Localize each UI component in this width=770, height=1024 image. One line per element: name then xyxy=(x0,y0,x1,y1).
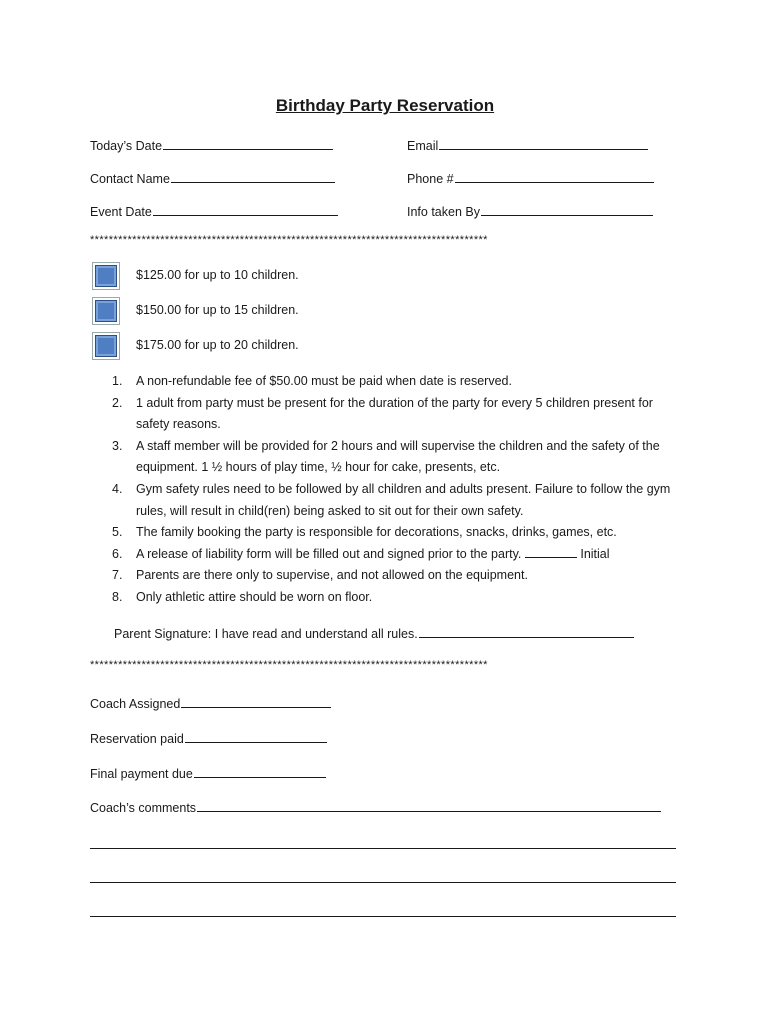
final-payment-due-line[interactable] xyxy=(194,765,326,778)
rule-number: 6. xyxy=(112,546,123,561)
contact-name-field[interactable] xyxy=(90,170,335,186)
parent-signature-line[interactable] xyxy=(419,625,634,638)
rule-item xyxy=(112,393,682,436)
final-payment-due-field[interactable] xyxy=(90,765,326,781)
initial-label: Initial xyxy=(580,546,610,561)
rule-item xyxy=(112,522,682,544)
rule-text: Gym safety rules need to be followed by all children and adults present. Failure to follow the gym rules, will result in child(ren) being asked to sit out for their own safety. xyxy=(136,481,671,518)
rule-number: 7. xyxy=(112,568,123,583)
todays-date-field[interactable] xyxy=(90,137,333,153)
final-payment-due-label: Final payment due xyxy=(90,767,193,781)
rule-item xyxy=(112,371,682,393)
info-taken-by-line[interactable] xyxy=(481,203,653,216)
rule-item xyxy=(112,565,682,587)
rule-item xyxy=(112,479,682,522)
rule-text: Parents are there only to supervise, and not allowed on the equipment. xyxy=(136,568,528,583)
initial-blank[interactable] xyxy=(525,545,577,558)
rule-text: A release of liability form will be filled out and signed prior to the party. xyxy=(136,546,522,561)
rule-number: 4. xyxy=(112,481,123,496)
rules-list xyxy=(112,371,682,609)
parent-signature-field[interactable] xyxy=(114,625,634,641)
page-title: Birthday Party Reservation xyxy=(275,96,495,115)
phone-line[interactable] xyxy=(455,170,654,183)
contact-name-line[interactable] xyxy=(171,170,335,183)
coachs-comments-line[interactable] xyxy=(197,799,661,812)
todays-date-line[interactable] xyxy=(163,137,333,150)
coachs-comments-field[interactable] xyxy=(90,799,661,815)
rule-number: 5. xyxy=(112,525,123,540)
email-field[interactable] xyxy=(407,137,648,153)
coachs-comments-label: Coach’s comments xyxy=(90,801,197,815)
separator-top: ************************************************************************************* xyxy=(90,234,488,246)
comment-line[interactable] xyxy=(90,848,676,849)
rule-item xyxy=(112,436,682,479)
event-date-line[interactable] xyxy=(153,203,338,216)
todays-date-label: Today’s Date xyxy=(90,139,163,153)
coach-assigned-field[interactable] xyxy=(90,695,331,711)
email-line[interactable] xyxy=(439,137,648,150)
comment-line[interactable] xyxy=(90,916,676,917)
rule-text: Only athletic attire should be worn on floor. xyxy=(136,589,373,604)
option-label-150: $150.00 for up to 15 children. xyxy=(136,303,299,317)
info-taken-by-label: Info taken By xyxy=(407,205,480,219)
comment-line[interactable] xyxy=(90,882,676,883)
event-date-field[interactable] xyxy=(90,203,338,219)
rule-text: A staff member will be provided for 2 hours and will supervise the children and the safety of the equipment. 1 ½ hours of play time, ½ hour for cake, presents, etc. xyxy=(136,438,660,475)
option-checkbox-150[interactable] xyxy=(95,300,117,322)
email-label: Email xyxy=(407,139,439,153)
parent-signature-label: Parent Signature: I have read and understand all rules. xyxy=(114,627,418,641)
coach-assigned-line[interactable] xyxy=(181,695,331,708)
rule-number: 8. xyxy=(112,589,123,604)
event-date-label: Event Date xyxy=(90,205,152,219)
rule-item xyxy=(112,587,682,609)
reservation-paid-field[interactable] xyxy=(90,730,327,746)
rule-text: A non-refundable fee of $50.00 must be paid when date is reserved. xyxy=(136,374,512,388)
phone-field[interactable] xyxy=(407,170,654,186)
rule-number: 1. xyxy=(112,374,123,388)
rule-text: The family booking the party is responsible for decorations, snacks, drinks, games, etc. xyxy=(136,525,617,540)
rule-item xyxy=(112,544,682,566)
separator-bottom: ************************************************************************************* xyxy=(90,659,488,671)
info-taken-by-field[interactable] xyxy=(407,203,653,219)
rule-text: 1 adult from party must be present for the duration of the party for every 5 children present for safety reasons. xyxy=(136,395,653,432)
reservation-paid-line[interactable] xyxy=(185,730,327,743)
option-label-125: $125.00 for up to 10 children. xyxy=(136,268,299,282)
option-checkbox-175[interactable] xyxy=(95,335,117,357)
rule-number: 2. xyxy=(112,395,123,410)
rule-number: 3. xyxy=(112,438,123,453)
coach-assigned-label: Coach Assigned xyxy=(90,697,181,711)
contact-name-label: Contact Name xyxy=(90,172,170,186)
option-checkbox-125[interactable] xyxy=(95,265,117,287)
reservation-paid-label: Reservation paid xyxy=(90,732,184,746)
phone-label: Phone # xyxy=(407,172,454,186)
option-label-175: $175.00 for up to 20 children. xyxy=(136,338,299,352)
